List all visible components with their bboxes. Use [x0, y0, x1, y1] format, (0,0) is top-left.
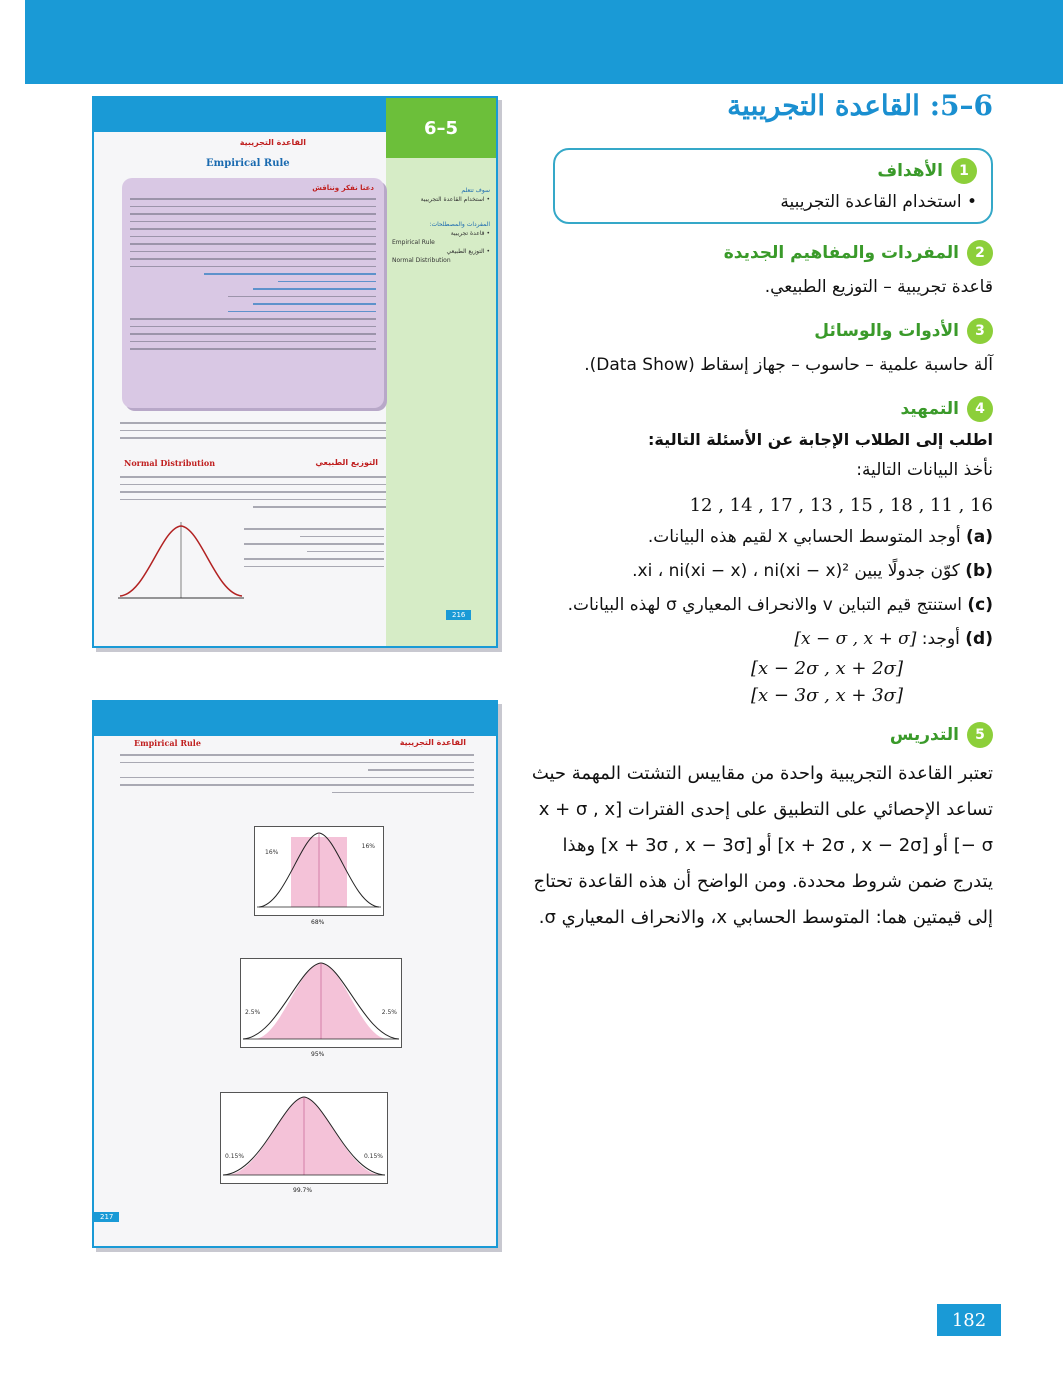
normal-curve-figure [116, 518, 246, 608]
section-heading-ar: التوزيع الطبيعي [315, 458, 378, 467]
lesson-tab: 6–5 [386, 98, 496, 158]
section-number-badge: 2 [967, 240, 993, 266]
teaching-text: تعتبر القاعدة التجريبية واحدة من مقاييس التشتت المهمة حيث تساعد الإحصائي على التطبيق على إحدى الفترات [x + σ , x − σ] أو [x + 2σ , x − 2σ] أو [x + 3σ , x − 3σ] وهذا يتدرج ضمن شروط محددة. ومن الواضح أن هذه القاعدة تحتاج إلى قيمتين هما: المتوسط الحسابي x، والانحراف المعياري σ. [531, 763, 993, 928]
question-a: (a) أوجد المتوسط الحسابي x لقيم هذه البيانات. [647, 527, 993, 547]
intro-take: نأخذ البيانات التالية: [856, 460, 993, 480]
thumbnail-title-ar: القاعدة التجريبية [399, 738, 466, 747]
goals-heading: 1 الأهداف [569, 158, 977, 184]
paragraph-lines [120, 422, 386, 445]
top-header-bar [25, 0, 1063, 84]
tools-section: 3 الأدوات والوسائل آلة حاسبة علمية – حاسوب – جهاز إسقاط (Data Show). [523, 318, 993, 380]
thumbnail-side-panel [386, 98, 496, 646]
section-number-badge: 1 [951, 158, 977, 184]
curve-99-7-graph: 0.15% 0.15% 99.7% [220, 1092, 388, 1184]
page-title: 6–5: القاعدة التجريبية [727, 89, 993, 122]
thumbnail-title-en: Empirical Rule [206, 158, 290, 169]
interval-2sigma: [x − 2σ , x + 2σ] [750, 658, 903, 679]
discussion-box: دعنا نفكر ونناقش [122, 178, 384, 408]
lesson-content [523, 90, 993, 936]
section-number-badge: 3 [967, 318, 993, 344]
goal-item: • استخدام القاعدة التجريبية [780, 192, 977, 212]
paragraph-lines [120, 476, 386, 514]
thumbnail-title-ar: القاعدة التجريبية [239, 138, 306, 147]
vocab-text: قاعدة تجريبية – التوزيع الطبيعي. [764, 277, 993, 297]
bullet-lines [244, 528, 384, 573]
teaching-section: 5 التدريس تعتبر القاعدة التجريبية واحدة من مقاييس التشتت المهمة حيث تساعد الإحصائي على التطبيق على إحدى الفترات [x + σ , x − σ] أو [x + 2σ , x − 2σ] أو [x + 3σ , x − 3σ] وهذا يتدرج ضمن شروط محددة. ومن الواضح أن هذه القاعدة تحتاج إلى قيمتين هما: المتوسط الحسابي x، والانحراف المعياري σ. [523, 722, 993, 936]
thumbnail-page-number: 216 [446, 610, 471, 620]
textbook-page-thumbnail-216 [92, 96, 498, 648]
vocab-section: 2 المفردات والمفاهيم الجديدة قاعدة تجريبية – التوزيع الطبيعي. [523, 240, 993, 302]
paragraph-lines [120, 754, 474, 799]
section-heading-en: Normal Distribution [124, 458, 216, 468]
side-notes: سوف تتعلم • استخدام القاعدة التجريبية المفردات والمصطلحات: • قاعدة تجريبية Empirical Rule • التوزيع الطبيعي Normal Distribution [392, 187, 490, 264]
section-number-badge: 4 [967, 396, 993, 422]
thumbnail-header-bar [94, 702, 496, 736]
page-number: 182 [937, 1304, 1001, 1336]
curve-68-graph: 16% 16% 68% [254, 826, 384, 916]
data-values: 12 , 14 , 17 , 13 , 15 , 18 , 11 , 16 [689, 495, 993, 516]
textbook-page-thumbnail-217 [92, 700, 498, 1248]
curve-95-graph: 2.5% 2.5% 95% [240, 958, 402, 1048]
question-c: (c) استنتج قيم التباين v والانحراف المعياري σ لهذه البيانات. [567, 595, 993, 615]
intro-section: 4 التمهيد اطلب إلى الطلاب الإجابة عن الأسئلة التالية: نأخذ البيانات التالية: 12 , 14 , 17 , 13 , 15 , 18 , 11 , 16 (a) أوجد المتوسط الحسابي x لقيم هذه البيانات. (b) كوّن جدولًا يبين xi ، ni(xi − x) ، ni(xi − x)². (c) استنتج قيم التباين v والانحراف المعياري σ لهذه البيانات. (d) أوجد: [x − σ , x + σ] [x − 2σ , x + 2σ] [x − 3σ , x + 3σ] [523, 396, 993, 706]
question-b: (b) كوّن جدولًا يبين xi ، ni(xi − x) ، ni(xi − x)². [632, 561, 993, 581]
tools-text: آلة حاسبة علمية – حاسوب – جهاز إسقاط (Data Show). [584, 355, 993, 375]
goals-box [553, 148, 993, 224]
thumbnail-title-en: Empirical Rule [134, 738, 201, 748]
question-d: (d) أوجد: [x − σ , x + σ] [794, 629, 993, 649]
thumbnail-page-number: 217 [94, 1212, 119, 1222]
interval-3sigma: [x − 3σ , x + 3σ] [750, 685, 903, 706]
section-number-badge: 5 [967, 722, 993, 748]
intro-prompt: اطلب إلى الطلاب الإجابة عن الأسئلة التالية: [648, 430, 993, 449]
